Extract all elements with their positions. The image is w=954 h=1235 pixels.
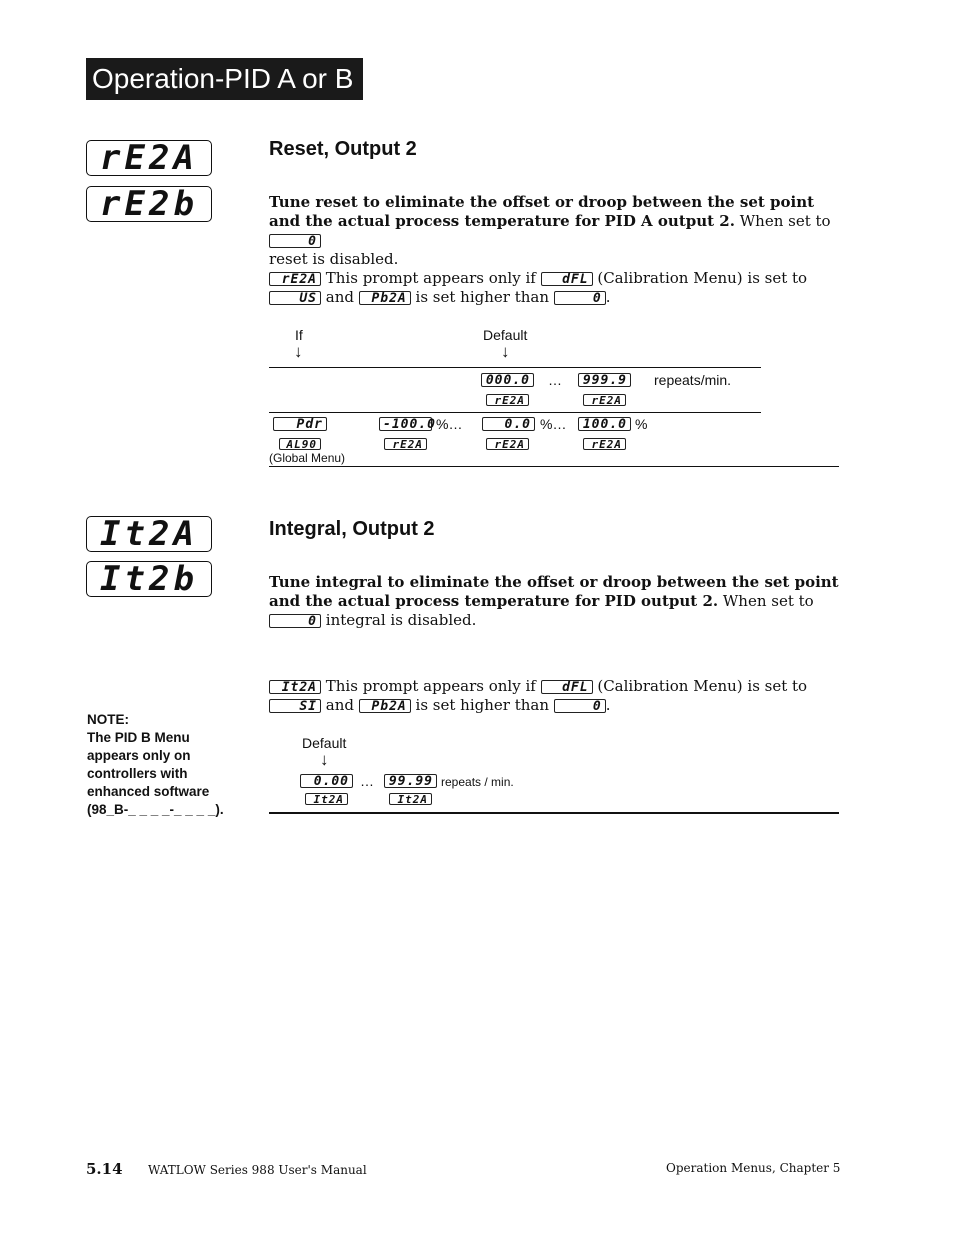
cond-text2: (Calibration Menu) is set to bbox=[592, 269, 808, 287]
manual-title: WATLOW Series 988 User's Manual bbox=[148, 1163, 367, 1177]
integral-desc-tail1: When set to bbox=[718, 592, 814, 610]
chapter-label: Operation Menus, Chapter 5 bbox=[666, 1161, 841, 1175]
sub-lcd: rE2A bbox=[486, 394, 529, 406]
cond-text1: This prompt appears only if bbox=[321, 269, 541, 287]
reset-max-value: 999.9 bbox=[578, 373, 631, 387]
default-arrow: ↓ bbox=[320, 750, 329, 769]
page-number: 5.14 bbox=[86, 1160, 123, 1178]
section-rule bbox=[269, 812, 839, 814]
sub-lcd: rE2A bbox=[583, 438, 626, 450]
cond-period: . bbox=[605, 288, 611, 306]
prompt-lcd: rE2A bbox=[269, 272, 321, 286]
ellipsis: … bbox=[360, 773, 374, 789]
sub-lcd: rE2A bbox=[486, 438, 529, 450]
cond-text3: is set higher than bbox=[410, 288, 554, 306]
display-It2b: It2b bbox=[86, 561, 212, 597]
page-title: Operation-PID A or B bbox=[86, 58, 363, 100]
display-rE2b: rE2b bbox=[86, 186, 212, 222]
reset-desc-bold: Tune reset to eliminate the offset or droop between the set point and the actual process temperature for PID A output 2. bbox=[269, 193, 815, 230]
reset-default-value: 000.0 bbox=[481, 373, 534, 387]
note-block bbox=[87, 711, 257, 819]
reset-desc-tail1: When set to bbox=[734, 212, 831, 230]
unit-label: repeats / min. bbox=[441, 775, 514, 789]
integral-default-value: 0.00 bbox=[300, 774, 353, 788]
reset-description bbox=[269, 193, 839, 269]
integral-heading: Integral, Output 2 bbox=[269, 518, 435, 540]
cond-text1: This prompt appears only if bbox=[321, 677, 541, 695]
integral-desc-tail2: integral is disabled. bbox=[321, 611, 477, 629]
reset-heading: Reset, Output 2 bbox=[269, 138, 417, 160]
cond-and: and bbox=[321, 288, 359, 306]
reset-max-value-2: 100.0 bbox=[578, 417, 631, 431]
cond-period: . bbox=[605, 696, 611, 714]
note-line: appears only on bbox=[87, 748, 191, 763]
pct-ellipsis: %… bbox=[436, 416, 463, 432]
pct-label: % bbox=[635, 416, 648, 432]
integral-max-value: 99.99 bbox=[384, 774, 437, 788]
cond-and: and bbox=[321, 696, 359, 714]
note-line: enhanced software bbox=[87, 784, 210, 799]
if-label: If bbox=[295, 327, 303, 343]
dfl-lcd: dFL bbox=[541, 272, 593, 286]
zero-lcd: 0 bbox=[269, 234, 321, 248]
display-It2A: It2A bbox=[86, 516, 212, 552]
zero-lcd: 0 bbox=[554, 291, 606, 305]
reset-desc-tail2: reset is disabled. bbox=[269, 250, 399, 268]
integral-description bbox=[269, 573, 839, 630]
global-menu-label: (Global Menu) bbox=[269, 451, 346, 465]
reset-min-value: -100.0 bbox=[379, 417, 432, 431]
si-lcd: SI bbox=[269, 699, 321, 713]
cond-text3: is set higher than bbox=[410, 696, 554, 714]
note-line: The PID B Menu bbox=[87, 730, 190, 745]
default-label: Default bbox=[302, 735, 347, 751]
if-arrow: ↓ bbox=[294, 342, 303, 361]
note-line: NOTE: bbox=[87, 712, 129, 727]
default-label: Default bbox=[483, 327, 528, 343]
cond-text2: (Calibration Menu) is set to bbox=[592, 677, 808, 695]
pb2a-lcd: Pb2A bbox=[359, 291, 411, 305]
ellipsis: … bbox=[548, 372, 562, 388]
dfl-lcd: dFL bbox=[541, 680, 593, 694]
sub-lcd: It2A bbox=[389, 793, 432, 805]
sub-lcd: rE2A bbox=[583, 394, 626, 406]
sub-lcd: It2A bbox=[305, 793, 348, 805]
reset-default-value-2: 0.0 bbox=[482, 417, 535, 431]
note-line: controllers with bbox=[87, 766, 188, 781]
integral-desc-bold: Tune integral to eliminate the offset or droop between the set point and the actual process temperature for PID output 2. bbox=[269, 573, 839, 610]
display-rE2A: rE2A bbox=[86, 140, 212, 176]
reset-condition bbox=[269, 269, 839, 307]
section-rule bbox=[269, 466, 839, 467]
note-line: (98_B-_ _ _ _-_ _ _ _). bbox=[87, 802, 224, 817]
zero-lcd: 0 bbox=[554, 699, 606, 713]
zero-lcd: 0 bbox=[269, 614, 321, 628]
default-arrow: ↓ bbox=[501, 342, 510, 361]
pdr-lcd: Pdr bbox=[273, 417, 327, 431]
pb2a-lcd: Pb2A bbox=[359, 699, 411, 713]
al90-lcd: AL90 bbox=[279, 438, 321, 450]
prompt-lcd: It2A bbox=[269, 680, 321, 694]
table-rule bbox=[269, 412, 761, 413]
unit-label: repeats/min. bbox=[654, 372, 732, 388]
integral-condition bbox=[269, 677, 839, 715]
sub-lcd: rE2A bbox=[384, 438, 427, 450]
pct-ellipsis: %… bbox=[540, 416, 567, 432]
table-rule bbox=[269, 367, 761, 368]
us-lcd: US bbox=[269, 291, 321, 305]
